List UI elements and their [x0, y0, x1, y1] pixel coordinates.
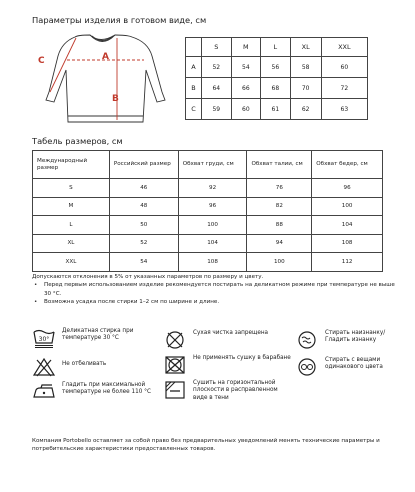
row-header: B [186, 78, 202, 99]
no-tumble-dry-icon [163, 355, 187, 375]
table-cell: 63 [321, 99, 367, 120]
column-header: M [231, 38, 261, 57]
note-bullet: • Перед первым использованием изделие рекомендуется постирать на деликатном режиме при температуре не выше 30 °С. [32, 281, 402, 298]
sweater-diagram [30, 30, 180, 130]
label-a: A [102, 52, 109, 62]
column-header: XL [290, 38, 321, 57]
table-cell: 96 [178, 197, 247, 216]
table-corner-cell [186, 38, 202, 57]
table-row [186, 99, 368, 120]
sweater-outline-icon [30, 30, 180, 130]
wash-inside-out-icon [295, 330, 319, 350]
table-cell: XL [33, 234, 110, 253]
table-cell: 46 [109, 179, 178, 198]
garment-params-table [185, 37, 368, 120]
care-text: Не применять сушку в барабане [193, 355, 291, 361]
column-header: L [261, 38, 291, 57]
table-cell: 100 [178, 216, 247, 235]
table-cell: 100 [312, 197, 383, 216]
table-cell: 60 [231, 99, 261, 120]
table-cell: 108 [178, 253, 247, 272]
iron-110-icon [32, 382, 56, 402]
table-cell: S [33, 179, 110, 198]
row-header: A [186, 57, 202, 78]
table-cell: 108 [312, 234, 383, 253]
table-cell: 76 [247, 179, 312, 198]
column-header: S [202, 38, 232, 57]
table-cell: XXL [33, 253, 110, 272]
table-cell: 62 [290, 99, 321, 120]
dry-flat-shade-icon [163, 380, 187, 400]
table-row [33, 234, 383, 253]
table-cell: 60 [321, 57, 367, 78]
table-cell: 112 [312, 253, 383, 272]
table-cell: 50 [109, 216, 178, 235]
table-row [186, 78, 368, 99]
table-row [186, 57, 368, 78]
column-header: Российский размер [109, 151, 178, 179]
column-header: Обхват талии, см [247, 151, 312, 179]
wash-30-delicate-icon [32, 328, 56, 348]
footer-disclaimer: Компания Portobello оставляет за собой право без предварительных уведомлений менять технические параметры и потребительские характеристики предоставленных товаров. [32, 438, 380, 453]
care-text: Гладить при максимальной температуре не более 110 °С [62, 382, 151, 396]
care-text: Стирать с вещами одинакового цвета [325, 357, 383, 371]
size-table [32, 150, 383, 272]
table-cell: 72 [321, 78, 367, 99]
table-cell: 61 [261, 99, 291, 120]
table-cell: 66 [231, 78, 261, 99]
column-header: Обхват груди, см [178, 151, 247, 179]
table-cell: 64 [202, 78, 232, 99]
table-row [33, 197, 383, 216]
care-text: Деликатная стирка при температуре 30 °С [62, 328, 134, 342]
label-c: C [38, 56, 45, 66]
table-cell: 58 [290, 57, 321, 78]
column-header: Международный размер [33, 151, 110, 179]
table-cell: 104 [312, 216, 383, 235]
dry-clean-icon [163, 330, 187, 350]
table-cell: 100 [247, 253, 312, 272]
table-row [33, 216, 383, 235]
wash-temperature: 30° [38, 336, 50, 343]
row-header: C [186, 99, 202, 120]
table-header-row [33, 151, 383, 179]
table-cell: 54 [231, 57, 261, 78]
garment-params-title: Параметры изделия в готовом виде, см [32, 15, 207, 25]
care-text: Сушить на горизонтальной плоскости в расправленном виде в тени [193, 380, 278, 401]
table-cell: 82 [247, 197, 312, 216]
table-cell: 104 [178, 234, 247, 253]
no-bleach-icon [32, 357, 56, 377]
table-row [33, 253, 383, 272]
table-cell: 48 [109, 197, 178, 216]
label-b: B [112, 94, 119, 104]
care-text: Сухая чистка запрещена [193, 330, 269, 336]
table-cell: 59 [202, 99, 232, 120]
size-table-title: Табель размеров, см [32, 136, 123, 146]
table-row [33, 179, 383, 198]
table-cell: 70 [290, 78, 321, 99]
table-cell: 54 [109, 253, 178, 272]
column-header: Обхват бедер, см [312, 151, 383, 179]
note-bullet: • Возможна усадка после стирки 1–2 см по ширине и длине. [32, 298, 402, 306]
table-cell: 88 [247, 216, 312, 235]
care-text: Не отбеливать [62, 361, 107, 367]
table-cell: 96 [312, 179, 383, 198]
tolerance-note: Допускаются отклонения в 5% от указанных параметров по размеру и цвету. [32, 274, 264, 280]
table-cell: 92 [178, 179, 247, 198]
table-cell: 56 [261, 57, 291, 78]
notes [32, 273, 402, 307]
table-cell: 52 [109, 234, 178, 253]
table-cell: 94 [247, 234, 312, 253]
wash-similar-colors-icon [295, 357, 319, 377]
table-header-row [186, 38, 368, 57]
table-cell: 68 [261, 78, 291, 99]
column-header: XXL [321, 38, 367, 57]
table-cell: M [33, 197, 110, 216]
table-cell: L [33, 216, 110, 235]
table-cell: 52 [202, 57, 232, 78]
care-text: Стирать наизнанку/ Гладить изнанку [325, 330, 386, 344]
